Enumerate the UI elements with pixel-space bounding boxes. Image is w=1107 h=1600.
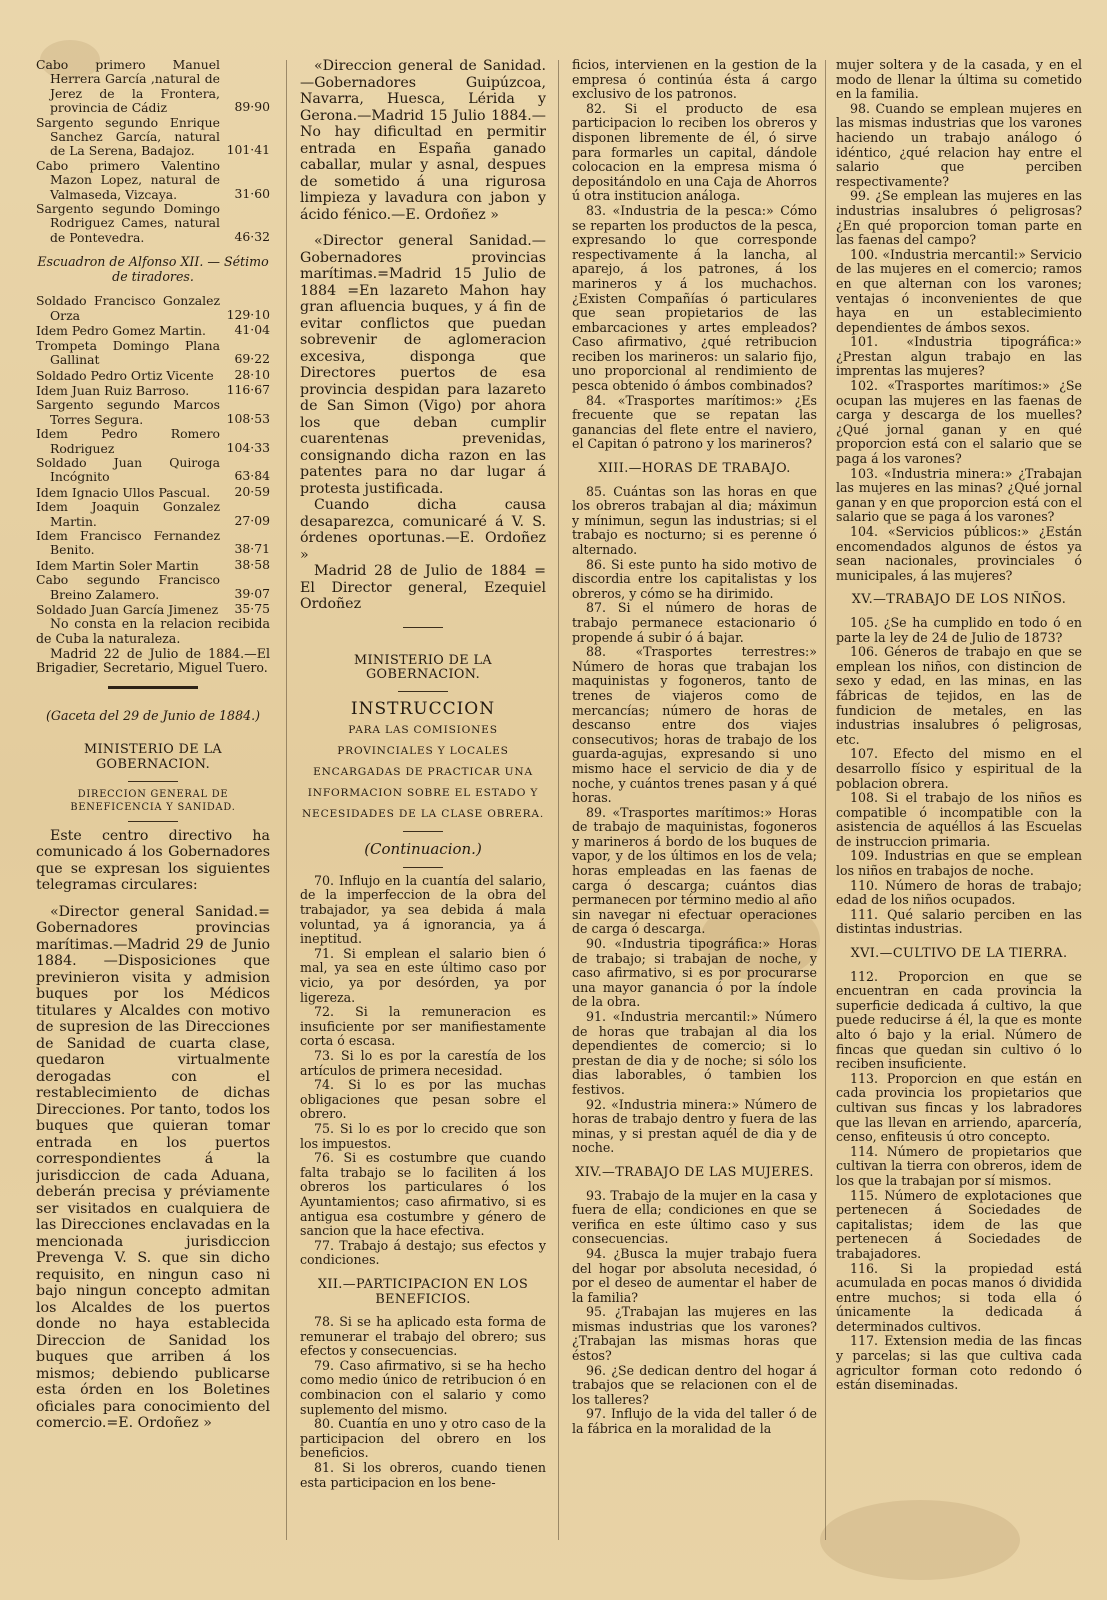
list-item: Idem Juan Ruiz Barroso. 116·67	[36, 381, 270, 398]
list-item: 73. Si lo es por la carestía de los artículos de primera necesidad.	[300, 1048, 546, 1078]
column-1	[36, 58, 270, 1588]
list-item: 77. Trabajo á destajo; sus efectos y condiciones.	[300, 1237, 546, 1268]
list-item: 94. ¿Busca la mujer trabajo fuera del hogar por absoluta necesidad, ó por el deseo de aumentar el haber de la familia?	[572, 1245, 817, 1305]
list-item: 100. «Industria mercantil:» Servicio de las mujeres en el comercio; ramos en que alternan con los varones; ventajas ó inconvenientes de que haya en un establecimiento dependientes de ámbos sexos.	[836, 246, 1082, 335]
list-item: 71. Si emplean el salario bien ó mal, ya sea en este último caso por vicio, ya por desórden, ya por ligereza.	[300, 945, 546, 1005]
divider	[403, 867, 443, 868]
section-heading: MINISTERIO DE LA GOBERNACION.	[83, 742, 223, 772]
list-item: 92. «Industria minera:» Número de horas de trabajo dentro y fuera de las minas, y si prestan aquél de dia y de noche.	[572, 1096, 817, 1156]
continuation-label: (Continuacion.)	[364, 840, 482, 859]
paragraph: mujer soltera y de la casada, y en el modo de llenar la última su cometido en la familia.	[836, 58, 1082, 102]
column-3	[572, 58, 817, 1588]
list-item: 117. Extension media de las fincas y parcelas; si las que cultiva cada agricultor forman coto redondo ó están diseminadas.	[836, 1333, 1082, 1393]
list-item: 98. Cuando se emplean mujeres en las mismas industrias que los varones haciendo un trabajo análogo ó idéntico, ¿qué relacion hay entre el salario que perciben respectivamente?	[836, 100, 1082, 189]
column-rule	[825, 60, 826, 1540]
column-rule	[558, 60, 559, 1540]
telegram-paragraph: Cuando dicha causa desaparezca, comunicaré á V. S. órdenes oportunas.—E. Ordoñez »	[300, 497, 546, 563]
list-item: 78. Si se ha aplicado esta forma de remunerar el trabajo del obrero; sus efectos y consecuencias.	[300, 1314, 546, 1359]
divider	[403, 831, 443, 832]
list-item: 70. Influjo en la cuantía del salario, de la imperfeccion de la obra del trabajador, ya sea debida á mala voluntad, ya á ignorancia, ya á ineptitud.	[300, 872, 546, 947]
list-item: 75. Si lo es por lo crecido que son los impuestos.	[300, 1120, 546, 1151]
section-heading: XII.—PARTICIPACION EN LOS BENEFICIOS.	[317, 1276, 529, 1307]
list-item: 79. Caso afirmativo, si se ha hecho como medio único de retribucion ó en combinacion con el salario y como suplemento del mismo.	[300, 1357, 546, 1417]
divider	[403, 627, 443, 628]
divider	[128, 821, 178, 822]
section-heading: XVI.—CULTIVO DE LA TIERRA.	[850, 946, 1068, 962]
section-heading: XIII.—HORAS DE TRABAJO.	[598, 461, 791, 477]
section-heading: XV.—TRABAJO DE LOS NIÑOS.	[851, 592, 1067, 608]
list-item: 87. Si el número de horas de trabajo permanece estacionario ó propende á subir ó á bajar.	[572, 600, 817, 645]
list-item: Idem Martin Soler Martin 38·58	[36, 556, 270, 573]
instruction-title: INSTRUCCION	[350, 698, 496, 719]
list-2	[36, 294, 270, 617]
list-item: 90. «Industria tipográfica:» Horas de trabajo; si trabajan de noche, y caso afirmativo, si es por procurarse una mayor ganancia ó por la índole de la obra.	[572, 936, 817, 1010]
list-item: 82. Si el producto de esa participacion lo reciben los obreros y disponen libremente de él, ó sirve para formarles un capital, dándole colocacion en la empresa misma ó depositándolo en una Caja de Ahorros ú otra institucion análoga.	[572, 100, 817, 204]
list-item: 116. Si la propiedad está acumulada en pocas manos ó dividida entre muchos; si toda ella ó únicamente la dedicada á determinados cultivos.	[836, 1260, 1082, 1334]
list-item: 111. Qué salario perciben en las distintas industrias.	[836, 906, 1082, 937]
telegram-paragraph: «Director general Sanidad.—Gobernadores provincias marítimas.=Madrid 15 Julio de 1884 =En lazareto Mahon hay gran afluencia buques, y á fin de evitar conflictos que puedan sobrevenir de aglomeracion excesiva, disponga que Directores puertos de esa provincia despidan para lazareto de San Simon (Vigo) por ahora los que deban cumplir cuarentenas prevenidas, consignando dicha razon en las patentes para no dar lugar á protesta justificada.	[300, 233, 546, 497]
list-item: 95. ¿Trabajan las mujeres en las mismas industrias que los varones? ¿Trabajan las mismas horas que éstos?	[572, 1304, 817, 1364]
instruction-subtitle: PARA LAS COMISIONES PROVINCIALES Y LOCALES ENCARGADAS DE PRACTICAR UNA INFORMACION SOBRE EL ESTADO Y NECESIDADES DE LA CLASE OBRERA.	[301, 724, 545, 821]
subheading: DIRECCION GENERAL DE BENEFICENCIA Y SANIDAD.	[70, 788, 236, 814]
list-1	[36, 58, 270, 245]
list-item: 113. Proporcion en que están en cada provincia los propietarios que cultivan sus fincas y los labradores que las llevan en arriendo, aparcería, censo, enfiteusis ú otro concepto.	[836, 1070, 1082, 1145]
list-item: 108. Si el trabajo de los niños es compatible ó incompatible con la asistencia de aquéllos á las Escuelas de instruccion primaria.	[836, 790, 1082, 849]
list-item: 80. Cuantía en uno y otro caso de la participacion del obrero en los beneficios.	[300, 1416, 546, 1461]
list-item: 107. Efecto del mismo en el desarrollo físico y espiritual de la poblacion obrera.	[836, 746, 1082, 791]
list-item: Soldado Juan García Jimenez 35·75	[36, 601, 270, 617]
list-item: 74. Si lo es por las muchas obligaciones que pesan sobre el obrero.	[300, 1077, 546, 1122]
telegram-paragraph: «Director general Sanidad.= Gobernadores provincias marítimas.—Madrid 29 de Junio 1884. —Disposiciones que previnieron visita y admision buques por los Médicos titulares y Alcaldes con motivo de supresion de las Direcciones de Sanidad de cuarta clase, quedaron virtualmente derogadas con el restablecimiento de dichas Direcciones. Por tanto, todos los buques que quieran tomar entrada en los puertos correspondientes á la jurisdiccion de cada Aduana, deberán precisa y préviamente ser visitados en cualquiera de las Direcciones enclavadas en la mencionada jurisdiccion Prevenga V. S. que sin dicho requisito, en ningun caso ni bajo ningun concepto admitan los Alcaldes de los puertos donde no haya establecida Direccion de Sanidad los buques que arriben á los mismos; debiendo publicarse esta órden en los Boletines oficiales para conocimiento del comercio.=E. Ordoñez »	[36, 903, 270, 1432]
list-item: 85. Cuántas son las horas en que los obreros trabajan al dia; máximun y mínimun, segun las industrias; si el trabajo es nocturno; si es perenne ó alternado.	[572, 483, 817, 557]
list-item: 96. ¿Se dedican dentro del hogar á trabajos que se relacionen con el de los talleres?	[572, 1362, 817, 1407]
divider	[108, 686, 198, 689]
list-item: Cabo primero Valentino Mazon Lopez, natural de Valmaseda, Vizcaya. 31·60	[36, 157, 270, 202]
list-item: 102. «Trasportes marítimos:» ¿Se ocupan las mujeres en las faenas de carga y descarga de los muelles? ¿Qué jornal ganan y en qué proporcion está con el salario que se paga á los varones?	[836, 378, 1082, 467]
telegram-paragraph: «Direccion general de Sanidad.—Gobernadores Guipúzcoa, Navarra, Huesca, Lérida y Gerona.—Madrid 15 Julio 1884.—No hay dificultad en permitir entrada en España ganado caballar, mular y asnal, despues de sometido á una rigurosa limpieza y lavadura con jabon y ácido fénico.—E. Ordoñez »	[300, 58, 546, 223]
list-item: 91. «Industria mercantil:» Número de horas que trabajan al dia los dependientes de comercio; si lo prestan de dia y de noche; si sólo los dias laborables, ó tambien los festivos.	[572, 1009, 817, 1097]
list-item: 84. «Trasportes marítimos:» ¿Es frecuente que se repatan las ganancias del flete entre el naviero, el Capitan ó patrono y los marineros?	[572, 392, 817, 452]
list-item: 105. ¿Se ha cumplido en todo ó en parte la ley de 24 de Julio de 1873?	[836, 614, 1082, 645]
list-item: 112. Proporcion en que se encuentran en cada provincia la superficie dedicada á cultivo, la que puede reducirse á él, la que es monte alto ó bajo y la erial. Número de fincas que quedan sin cultivo ó lo reciben insuficiente.	[836, 968, 1082, 1072]
list-item: Idem Pedro Romero Rodriguez 104·33	[36, 426, 270, 456]
list-item: 83. «Industria de la pesca:» Cómo se reparten los productos de la pesca, expresando lo que corresponde respectivamente á la lancha, al aparejo, á los patrones, á los marineros y á los muchachos. ¿Existen Compañías ó particulares que sean propietarios de las embarcaciones y artes empleados? Caso afirmativo, ¿qué retribucion reciben los marineros: un salario fijo, uno proporcional al rendimiento de pesca obtenido ó ámbos combinados?	[572, 202, 817, 394]
list-item: 72. Si la remuneracion es insuficiente por ser manifiestamente corta ó escasa.	[300, 1004, 546, 1049]
signature: Madrid 22 de Julio de 1884.—El Brigadier, Secretario, Miguel Tuero.	[36, 645, 270, 676]
list-item: Idem Francisco Fernandez Benito. 38·71	[36, 527, 270, 558]
list-item: 114. Número de propietarios que cultivan la tierra con obreros, idem de los que la trabajan por sí mismos.	[836, 1143, 1082, 1188]
list-item: Idem Pedro Gomez Martin. 41·04	[36, 322, 270, 339]
list-item: Sargento segundo Marcos Torres Segura. 108·53	[36, 397, 270, 427]
intro-paragraph: Este centro directivo ha comunicado á los Gobernadores que se expresan los siguientes telegramas circulares:	[36, 827, 270, 894]
list-item: Soldado Juan Quiroga Incógnito 63·84	[36, 454, 270, 485]
list-item: 103. «Industria minera:» ¿Trabajan las mujeres en las minas? ¿Qué jornal ganan y en que proporcion está con el salario que se paga á los varones?	[836, 465, 1082, 525]
list-item: 97. Influjo de la vida del taller ó de la fábrica en la moralidad de la	[572, 1406, 817, 1437]
list-item: 89. «Trasportes marítimos:» Horas de trabajo de maquinistas, fogoneros y marineros á bordo de los buques de vapor, y de los últimos en los de vela; horas empleadas en las faenas de carga ó descarga; cuántos dias permanecen por término medio al año sin navegar ni efectuar operaciones de carga ó descarga.	[572, 804, 817, 937]
column-rule	[286, 60, 287, 1540]
list-item: Cabo primero Manuel Herrera García ,natural de Jerez de la Frontera, provincia de Cádiz 89·90	[36, 58, 270, 116]
list-item: Sargento segundo Domingo Rodriguez Cames, natural de Pontevedra. 46·32	[36, 201, 270, 245]
section-heading: XIV.—TRABAJO DE LAS MUJERES.	[575, 1164, 814, 1180]
list-item: Soldado Francisco Gonzalez Orza 129·10	[36, 293, 270, 323]
list-item: 115. Número de explotaciones que pertenecen á Sociedades de capitalistas; idem de las que pertenecen á Sociedades de trabajadores.	[836, 1187, 1082, 1261]
list-item: 99. ¿Se emplean las mujeres en las industrias insalubres ó peligrosas? ¿En qué proporcion toman parte en las faenas del campo?	[836, 188, 1082, 248]
list-item: 76. Si es costumbre que cuando falta trabajo se lo faciliten á los obreros los particulares ó los Ayuntamientos; caso afirmativo, si es antigua esa costumbre y género de sancion que la hace efectiva.	[300, 1150, 546, 1239]
list-item: Soldado Pedro Ortiz Vicente 28·10	[36, 366, 270, 383]
list-item: 88. «Trasportes terrestres:» Número de horas que trabajan los maquinistas y fogoneros, tanto de trenes de viajeros como de mercancías; número de horas de descanso entre dos viajes consecutivos; horas de trabajo de los guarda-agujas, expresando si uno mismo hace el servicio de dia y de noche, y cuántos trenes pasan y á qué horas.	[572, 644, 817, 806]
list-item: 104. «Servicios públicos:» ¿Están encomendados algunos de éstos ya sean nacionales, provinciales ó municipales, á las mujeres?	[836, 524, 1082, 583]
divider	[128, 781, 178, 782]
squadron-title: Escuadron de Alfonso XII. — Sétimo de tiradores.	[37, 254, 269, 284]
list-item: 109. Industrias en que se emplean los niños en trabajos de noche.	[836, 848, 1082, 879]
list-item: Idem Joaquin Gonzalez Martin. 27·09	[36, 499, 270, 529]
list-item: 101. «Industria tipográfica:» ¿Prestan algun trabajo en las imprentas las mujeres?	[836, 334, 1082, 379]
list-item: 106. Géneros de trabajo en que se emplean los niños, con distincion de sexo y edad, en las minas, en las fábricas de tejidos, en las de fundicion de metales, en las industrias insalubres ó peligrosas, etc.	[836, 644, 1082, 747]
list-item: Trompeta Domingo Plana Gallinat 69·22	[36, 337, 270, 368]
list-item: 86. Si este punto ha sido motivo de discordia entre los capitalistas y los obreros, y cómo se ha dirimido.	[572, 556, 817, 601]
signature: Madrid 28 de Julio de 1884 = El Director general, Ezequiel Ordoñez	[300, 563, 546, 612]
paragraph: ficios, intervienen en la gestion de la empresa ó continúa ésta á cargo exclusivo de los patronos.	[572, 58, 817, 102]
column-2	[300, 58, 546, 1588]
list-item: Idem Ignacio Ullos Pascual. 20·59	[36, 483, 270, 500]
list-item: Cabo segundo Francisco Breino Zalamero. 39·07	[36, 572, 270, 602]
divider	[398, 691, 448, 692]
note: No consta en la relacion recibida de Cuba la naturaleza.	[36, 616, 270, 646]
list-item: 93. Trabajo de la mujer en la casa y fuera de ella; condiciones en que se verifica en este último caso y sus consecuencias.	[572, 1187, 817, 1247]
list-item: Sargento segundo Enrique Sanchez García, natural de La Serena, Badajoz. 101·41	[36, 114, 270, 159]
column-4	[836, 58, 1082, 1588]
list-item: 81. Si los obreros, cuando tienen esta participacion en los bene-	[300, 1460, 546, 1490]
list-item: 110. Número de horas de trabajo; edad de los niños ocupados.	[836, 877, 1082, 908]
gaceta-reference: (Gaceta del 29 de Junio de 1884.)	[45, 707, 261, 723]
section-heading: MINISTERIO DE LA GOBERNACION.	[353, 652, 493, 683]
